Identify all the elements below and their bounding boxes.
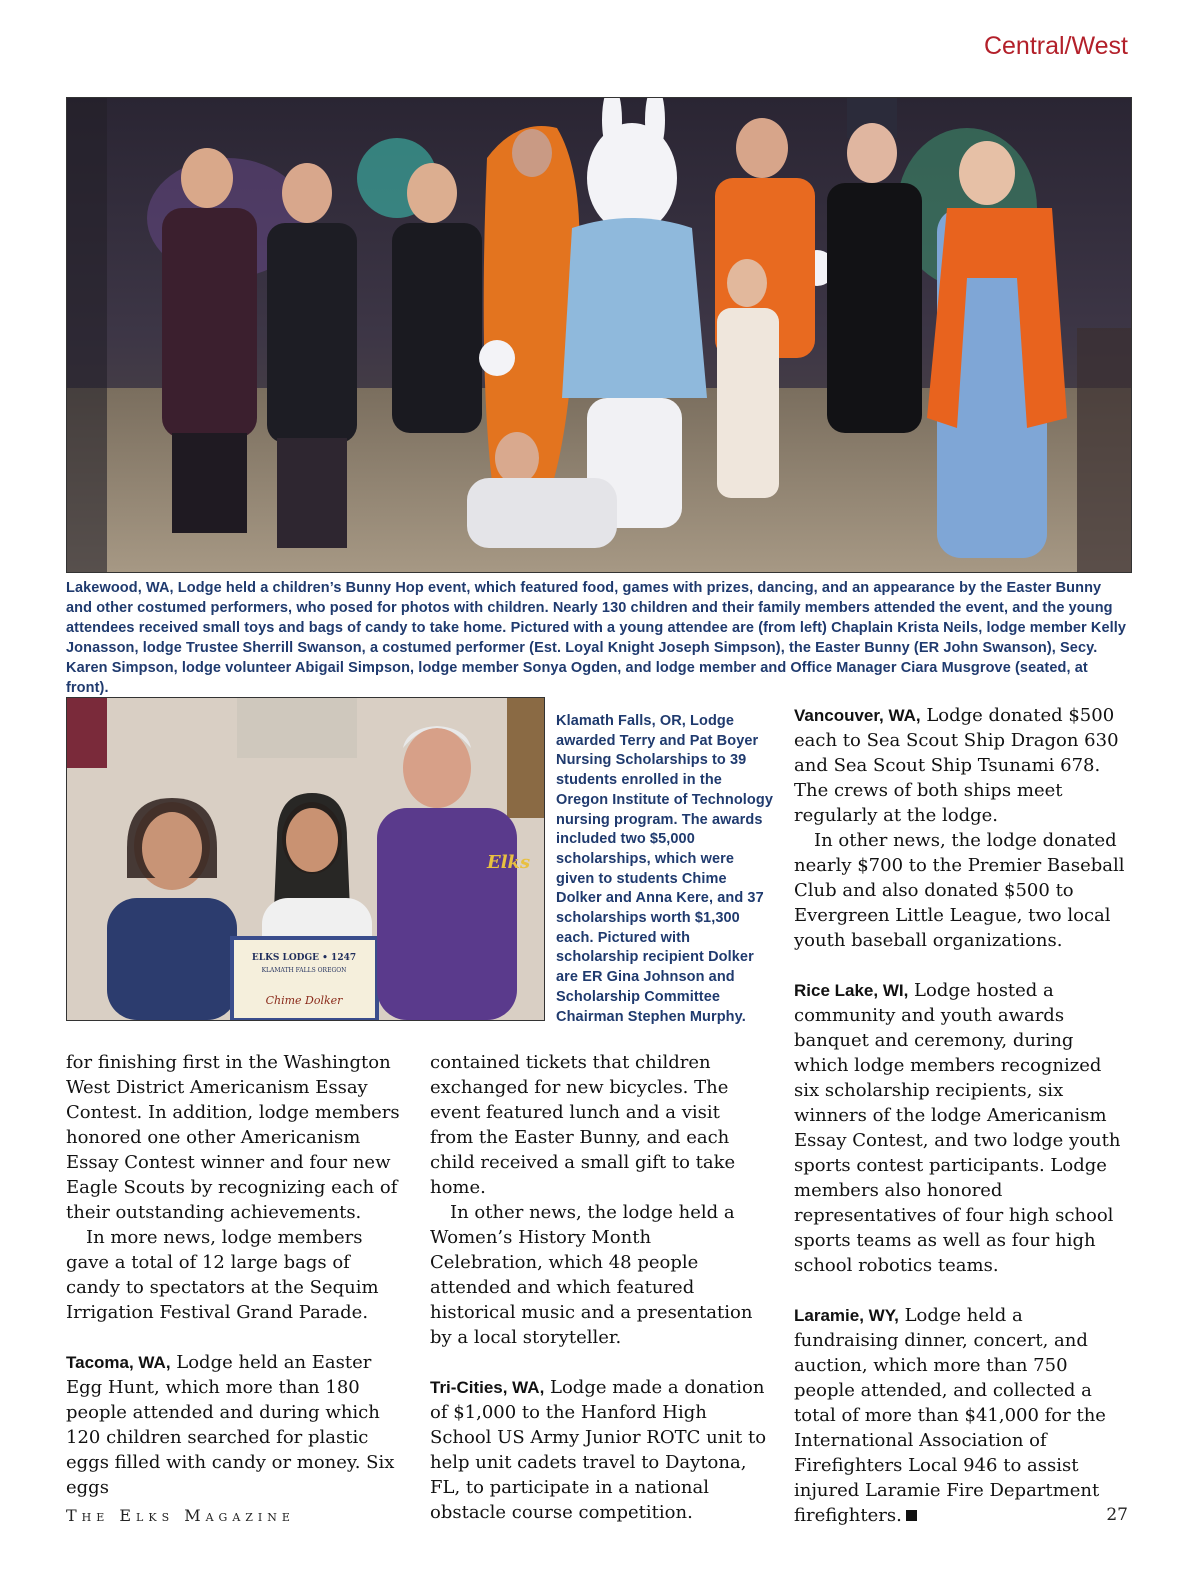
vancouver-location: Vancouver, WA,	[794, 706, 921, 725]
ricelake-location: Rice Lake, WI,	[794, 981, 909, 1000]
ricelake-text: Lodge hosted a community and youth awards banquet and ceremony, during which lodge members recognized six scholarship recipients, six winners of the lodge Americanism Essay Contest, and two lodge youth sports contest participants. Lodge members also honored representatives of four high school sports teams as well as four high school robotics teams.	[794, 980, 1121, 1276]
shirt-logo: Elks	[487, 852, 531, 873]
column-1	[66, 1050, 404, 1500]
tacoma-article	[66, 1350, 404, 1500]
lakewood-location: Lakewood, WA,	[66, 580, 174, 596]
lakewood-photo-graphic	[67, 98, 1131, 572]
tricities-location: Tri-Cities, WA,	[430, 1378, 545, 1397]
end-mark-icon	[906, 1510, 917, 1521]
col2-para2: In other news, the lodge held a Women’s History Month Celebration, which 48 people attended and which featured historical music and a presentation by a local storyteller.	[430, 1202, 753, 1348]
klamath-caption	[556, 712, 776, 1027]
col1-para1: for finishing first in the Washington West District Americanism Essay Contest. In addition, lodge members honored one other Americanism Essay Contest winner and four new Eagle Scouts by recognizing each of their outstanding achievements.	[66, 1052, 400, 1223]
klamath-photo	[66, 697, 545, 1021]
column-3	[794, 703, 1132, 1528]
tacoma-text: Lodge held an Easter Egg Hunt, which more than 180 people attended and during which 120 children searched for plastic eggs filled with candy or money. Six eggs	[66, 1352, 395, 1498]
laramie-text: Lodge held a fundraising dinner, concert, and auction, which more than 750 people attended, and collected a total of more than $41,000 for the International Association of Firefighters Local 946 to assist injured Laramie Fire Department firefighters.	[794, 1305, 1106, 1526]
column-2	[430, 1050, 768, 1525]
certificate-subtitle: KLAMATH FALLS OREGON	[261, 967, 347, 974]
laramie-location: Laramie, WY,	[794, 1306, 899, 1325]
lakewood-caption-text: Lodge held a children’s Bunny Hop event, which featured food, games with prizes, dancing, and an appearance by the Easter Bunny and other costumed performers, who posed for photos with children. Nearly 130 children and their family members attended the event, and the young attendees received small toys and bags of candy to take home. Pictured with a young attendee are (from left) Chaplain Krista Neils, lodge member Kelly Jonasson, lodge Trustee Sherrill Swanson, a costumed performer (Est. Loyal Knight Joseph Simpson), the Easter Bunny (ER John Swanson), Secy. Karen Simpson, lodge volunteer Abigail Simpson, lodge member Sonya Ogden, and lodge member and Office Manager Ciara Musgrove (seated, at front).	[66, 580, 1127, 696]
vancouver-article	[794, 703, 1132, 828]
tricities-text: Lodge made a donation of $1,000 to the Hanford High School US Army Junior ROTC unit to help unit cadets travel to Daytona, FL, to participate in a national obstacle course competition.	[430, 1377, 767, 1523]
certificate-title: ELKS LODGE • 1247	[251, 953, 357, 963]
section-label: Central/West	[983, 32, 1128, 60]
klamath-location: Klamath Falls, OR,	[556, 713, 686, 729]
certificate-name: Chime Dolker	[265, 994, 343, 1007]
vancouver-para2: In other news, the lodge donated nearly $700 to the Premier Baseball Club and also donated $500 to Evergreen Little League, two local youth baseball organizations.	[794, 830, 1125, 951]
klamath-caption-text: Lodge awarded Terry and Pat Boyer Nursing Scholarships to 39 students enrolled in the Oregon Institute of Technology nursing program. The awards included two $5,000 scholarships, which were given to students Chime Dolker and Anna Kere, and 37 scholarships worth $1,300 each. Pictured with scholarship recipient Dolker are ER Gina Johnson and Scholarship Committee Chairman Stephen Murphy.	[556, 713, 774, 1025]
col1-para2: In more news, lodge members gave a total of 12 large bags of candy to spectators at the Sequim Irrigation Festival Grand Parade.	[66, 1227, 379, 1323]
vancouver-text: Lodge donated $500 each to Sea Scout Ship Dragon 630 and Sea Scout Ship Tsunami 678. The crews of both ships meet regularly at the lodge.	[794, 705, 1119, 826]
magazine-name: The Elks Magazine	[66, 1506, 295, 1525]
tacoma-location: Tacoma, WA,	[66, 1353, 171, 1372]
ricelake-article	[794, 978, 1132, 1278]
lakewood-photo	[66, 97, 1132, 573]
lakewood-caption	[66, 578, 1130, 698]
col2-para1: contained tickets that children exchanged for new bicycles. The event featured lunch and a visit from the Easter Bunny, and each child received a small gift to take home.	[430, 1052, 736, 1198]
laramie-article	[794, 1303, 1132, 1528]
tricities-article	[430, 1375, 768, 1525]
klamath-photo-graphic	[67, 698, 544, 1020]
page-number: 27	[1106, 1505, 1128, 1525]
